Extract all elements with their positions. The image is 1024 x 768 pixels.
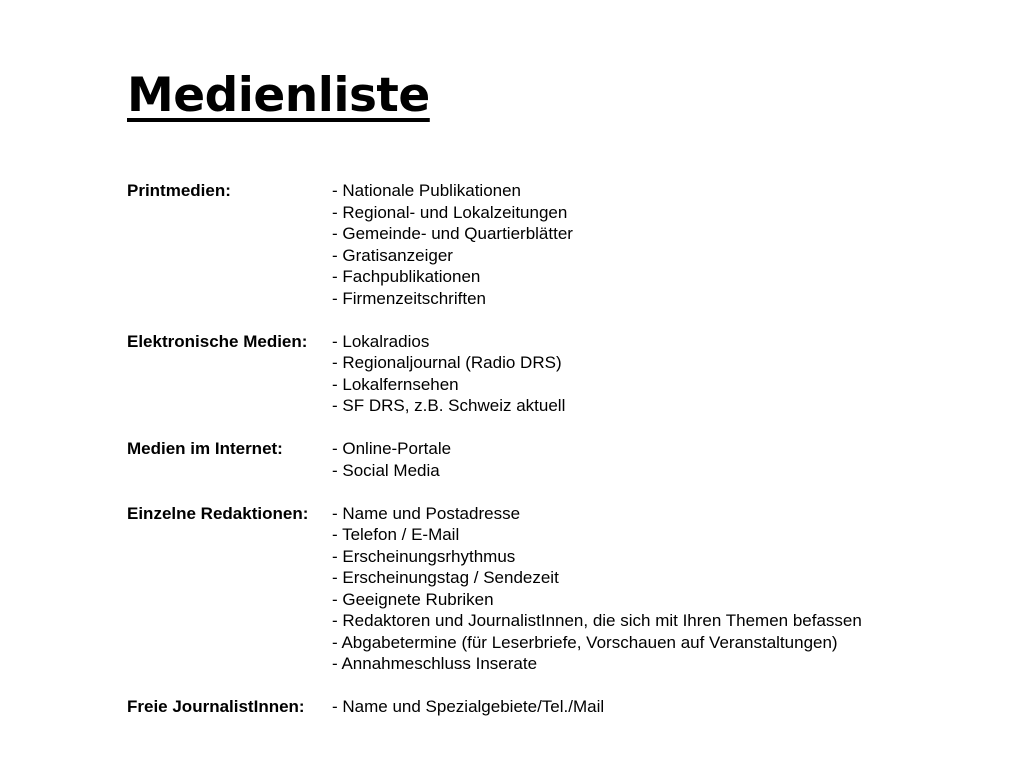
list-item: - Lokalfernsehen [332, 374, 459, 394]
list-item: - Name und Spezialgebiete/Tel./Mail [332, 697, 605, 716]
list-item: - Erscheinungstag / Sendezeit [332, 568, 559, 587]
section-elektronische-medien [127, 331, 997, 417]
section-freie-journalistinnen [127, 696, 997, 718]
list-item: - Regionaljournal (Radio DRS) [332, 353, 562, 372]
list-item: - Telefon / E-Mail [332, 525, 460, 544]
section-medien-im-internet [127, 438, 997, 481]
list-item: - Fachpublikationen [332, 267, 481, 286]
list-item: - Erscheinungsrhythmus [332, 546, 516, 566]
list-item: - Firmenzeitschriften [332, 288, 486, 308]
section-einzelne-redaktionen [127, 503, 997, 675]
list-item: - Name und Postadresse [332, 503, 521, 523]
section-items [332, 696, 997, 718]
section-label: Medien im Internet: [127, 439, 283, 458]
list-item: - Annahmeschluss Inserate [332, 654, 538, 673]
list-item: - Gemeinde- und Quartierblätter [332, 224, 573, 243]
slide-title: Medienliste [127, 68, 430, 123]
section-printmedien [127, 180, 997, 309]
list-item: - SF DRS, z.B. Schweiz aktuell [332, 396, 566, 415]
section-items [332, 503, 997, 675]
list-item: - Social Media [332, 460, 440, 480]
section-items [332, 180, 997, 309]
list-item: - Online-Portale [332, 439, 452, 458]
section-items [332, 438, 997, 481]
section-label: Einzelne Redaktionen: [127, 503, 309, 523]
section-label: Elektronische Medien: [127, 331, 308, 351]
list-item: - Geeignete Rubriken [332, 589, 494, 609]
media-list [127, 180, 997, 718]
section-items [332, 331, 997, 417]
section-label: Freie JournalistInnen: [127, 697, 305, 716]
list-item: - Abgabetermine (für Leserbriefe, Vorschauen auf Veranstaltungen) [332, 632, 838, 652]
list-item: - Gratisanzeiger [332, 245, 453, 265]
section-label: Printmedien: [127, 181, 231, 200]
list-item: - Lokalradios [332, 331, 430, 351]
list-item: - Redaktoren und JournalistInnen, die sich mit Ihren Themen befassen [332, 611, 862, 630]
list-item: - Regional- und Lokalzeitungen [332, 202, 568, 222]
list-item: - Nationale Publikationen [332, 181, 522, 200]
